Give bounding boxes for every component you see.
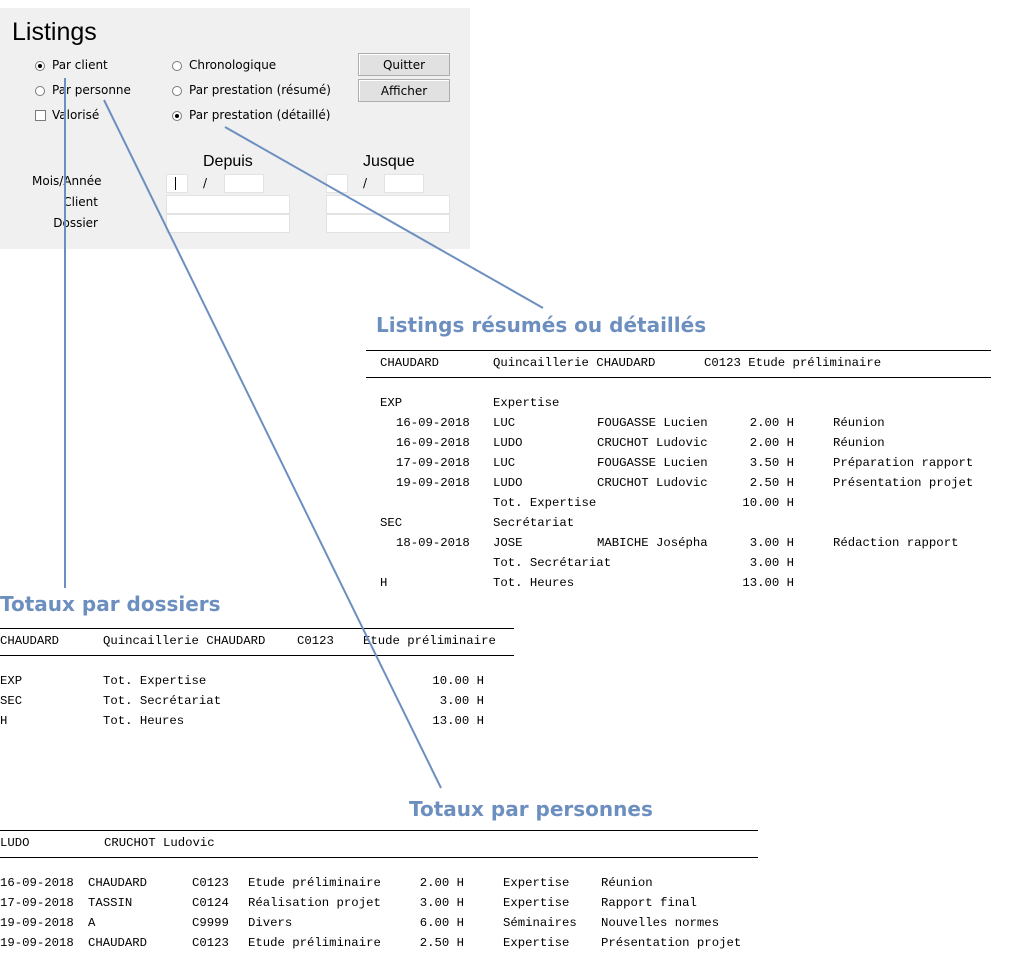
person-cell: LUC [493,416,516,430]
hours-cell: 3.00 H [439,694,484,708]
name-cell: FOUGASSE Lucien [597,416,708,430]
mois-annee-label: Mois/Année [32,174,102,188]
date-cell: 16-09-2018 [396,416,470,430]
dialog-title: Listings [12,18,97,46]
connector-line-detailles [225,127,543,308]
task-cell: Réunion [601,876,653,890]
hours-cell: 2.50 H [419,936,464,950]
category-cell: Expertise [503,876,570,890]
name-cell: CRUCHOT Ludovic [597,436,708,450]
hours-cell: 13.00 H [432,714,484,728]
date-cell: 18-09-2018 [396,536,470,550]
hours-cell: 3.00 H [419,896,464,910]
client-cell: CHAUDARD [88,936,148,950]
dossier-cell: C9999 [192,916,229,930]
hours-cell: 2.00 H [419,876,464,890]
task-cell: Réunion [833,416,885,430]
task-cell: Présentation projet [833,476,974,490]
section-title-personnes: Totaux par personnes [409,797,653,821]
par-prestation-detaille-label[interactable]: Par prestation (détaillé) [189,108,331,122]
valorise-label[interactable]: Valorisé [52,108,100,122]
person-cell: JOSE [493,536,523,550]
person-cell: Expertise [493,396,560,410]
label-cell: Tot. Expertise [103,674,207,688]
name-cell: CRUCHOT Ludovic [597,476,708,490]
name-cell: FOUGASSE Lucien [597,456,708,470]
dossier-name-cell: Etude préliminaire [248,936,381,950]
connector-line-personnes [104,100,441,788]
dossier-header-dossier: C0123 [297,634,334,648]
date-cell: 19-09-2018 [0,936,74,950]
personne-header-name: CRUCHOT Ludovic [104,836,215,850]
person-cell: LUC [493,456,516,470]
label-cell: Tot. Heures [103,714,185,728]
chronologique-label[interactable]: Chronologique [189,58,277,72]
name-cell: MABICHE Josépha [597,536,708,550]
hours-cell: 3.00 H [749,536,794,550]
dossier-cell: C0123 [192,936,229,950]
date-cell: 16-09-2018 [396,436,470,450]
dossier-name-cell: Etude préliminaire [248,876,381,890]
label-cell: Tot. Secrétariat [103,694,222,708]
depuis-header: Depuis [203,153,253,170]
dossier-name-cell: Divers [248,916,293,930]
quitter-button[interactable]: Quitter [358,53,450,76]
client-cell: A [88,916,96,930]
dossier-cell: C0124 [192,896,229,910]
client-label: Client [63,195,98,209]
date-cell: 16-09-2018 [0,876,74,890]
par-prestation-resume-label[interactable]: Par prestation (résumé) [189,83,331,97]
section-title-detailles: Listings résumés ou détaillés [376,313,707,337]
task-cell: Présentation projet [601,936,742,950]
task-cell: Rapport final [601,896,697,910]
person-cell: LUDO [493,476,523,490]
hours-cell: 2.00 H [749,416,794,430]
person-cell: Tot. Secrétariat [493,556,612,570]
jusque-slash: / [363,176,368,190]
code-cell: EXP [380,396,403,410]
hours-cell: 2.00 H [749,436,794,450]
code-cell: H [0,714,8,728]
person-cell: Tot. Heures [493,576,575,590]
task-cell: Préparation rapport [833,456,974,470]
dossier-label: Dossier [53,216,98,230]
detail-header-name: Quincaillerie CHAUDARD [493,356,656,370]
hours-cell: 13.00 H [742,576,794,590]
date-cell: 19-09-2018 [0,916,74,930]
detail-header-dossier: C0123 Etude préliminaire [704,356,882,370]
section-title-dossiers: Totaux par dossiers [0,592,221,616]
task-cell: Rédaction rapport [833,536,959,550]
hours-cell: 3.00 H [749,556,794,570]
dossier-name-cell: Réalisation projet [248,896,381,910]
hours-cell: 3.50 H [749,456,794,470]
person-cell: Secrétariat [493,516,575,530]
code-cell: SEC [380,516,403,530]
category-cell: Expertise [503,936,570,950]
personne-header-code: LUDO [0,836,30,850]
client-cell: CHAUDARD [88,876,148,890]
task-cell: Nouvelles normes [601,916,720,930]
hours-cell: 2.50 H [749,476,794,490]
code-cell: H [380,576,388,590]
category-cell: Expertise [503,896,570,910]
date-cell: 17-09-2018 [0,896,74,910]
hours-cell: 6.00 H [419,916,464,930]
person-cell: Tot. Expertise [493,496,597,510]
client-cell: TASSIN [88,896,133,910]
dossier-header-dossier-name: Etude préliminaire [363,634,496,648]
category-cell: Séminaires [503,916,577,930]
detail-header-code: CHAUDARD [380,356,440,370]
code-cell: EXP [0,674,23,688]
date-cell: 19-09-2018 [396,476,470,490]
dossier-header-name: Quincaillerie CHAUDARD [103,634,266,648]
person-cell: LUDO [493,436,523,450]
dossier-header-code: CHAUDARD [0,634,60,648]
depuis-slash: / [203,176,208,190]
dossier-cell: C0123 [192,876,229,890]
par-personne-label[interactable]: Par personne [52,83,131,97]
code-cell: SEC [0,694,23,708]
hours-cell: 10.00 H [432,674,484,688]
task-cell: Réunion [833,436,885,450]
par-client-label[interactable]: Par client [52,58,108,72]
jusque-header: Jusque [363,153,415,170]
date-cell: 17-09-2018 [396,456,470,470]
hours-cell: 10.00 H [742,496,794,510]
afficher-button[interactable]: Afficher [358,79,450,102]
